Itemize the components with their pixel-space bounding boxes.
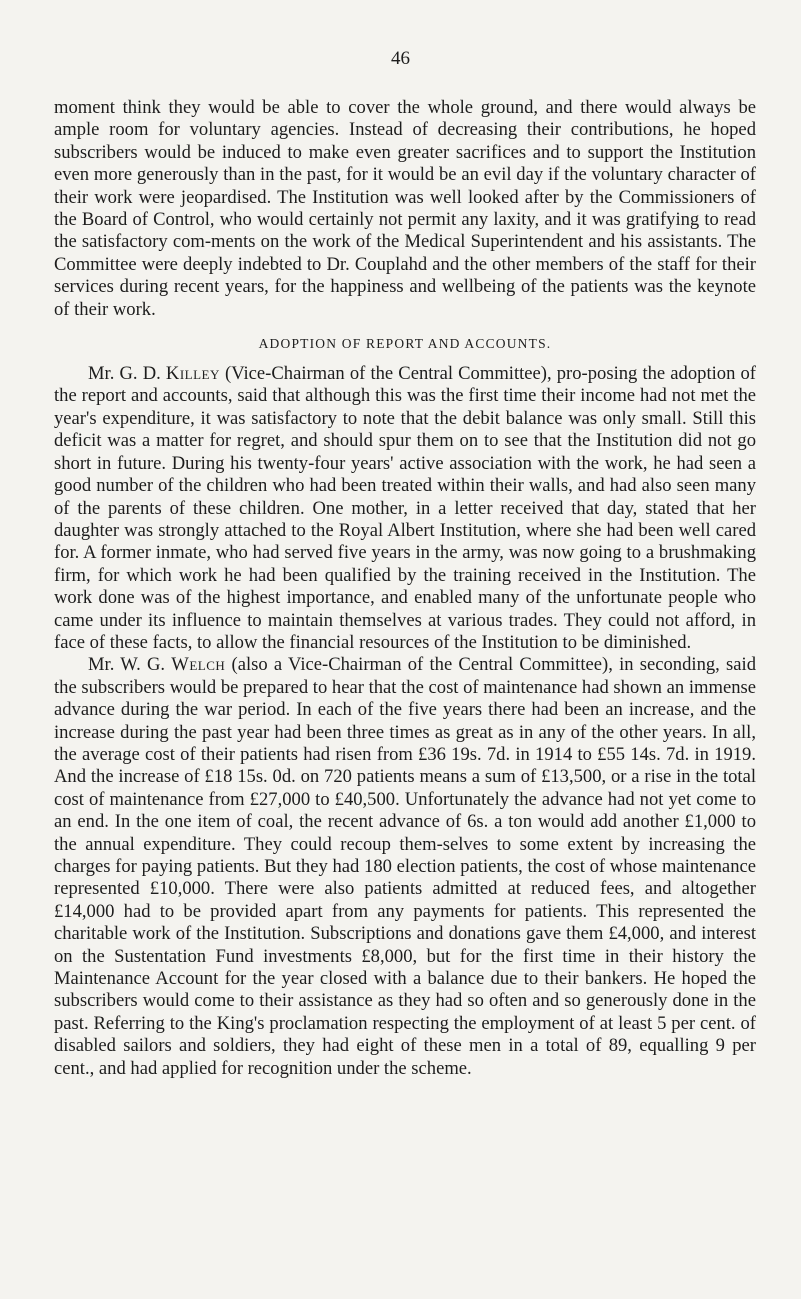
- speaker-name: Killey: [165, 363, 220, 385]
- page-number: 46: [391, 48, 410, 69]
- paragraph-continuation: moment think they would be able to cover the whole ground, and there would always be ample room for voluntary agencies. Instead of decreasing their contributions, he hoped subscribers would be induced to make even greater sacrifices and to support the Institution even more generously than in the past, for it would be an evil day if the voluntary character of their work were jeopardised. The Institution was well looked after by the Commissioners of the Board of Control, who would certainly not permit any laxity, and it was gratifying to read the satisfactory com-ments on the work of the Medical Superintendent and his assistants. The Committee were deeply indebted to Dr. Couplahd and the other members of the staff for their services during recent years, for the happiness and wellbeing of the patients was the keynote of their work.: [54, 97, 756, 320]
- speaker-prefix: Mr. G. D.: [88, 363, 166, 385]
- document-body: [54, 97, 756, 1080]
- speaker-name: Welch: [171, 654, 226, 676]
- speaker-prefix: Mr. W. G.: [88, 654, 172, 676]
- paragraph-text: (Vice-Chairman of the Central Committee), pro-posing the adoption of the report and accounts, said that although this was the first time their income had not met the year's expenditure, it was satisfactory to note that the debit balance was only small. Still this deficit was a matter for regret, and should spur them on to see that the Institution did not go short in future. During his twenty-four years' active association with the work, he had seen a good number of the children who had been treated within their walls, and had also seen many of the parents of these children. One mother, in a letter received that day, stated that her daughter was strongly attached to the Royal Albert Institution, where she had been well cared for. A former inmate, who had served five years in the army, was now going to a brushmaking firm, for which work he had been qualified by the training received in the Institution. The work done was of the highest importance, and enabled many of the unfortunate people who came under its influence to maintain themselves at various trades. They could not afford, in face of these facts, to allow the financial resources of the Institution to be diminished.: [54, 363, 756, 653]
- paragraph-text: (also a Vice-Chairman of the Central Committee), in seconding, said the subscribers would be prepared to hear that the cost of maintenance had shown an immense advance during the war period. In each of the five years there had been an increase, and the increase during the past year had been three times as great as in any of the other years. In all, the average cost of their patients had risen from £36 19s. 7d. in 1914 to £55 14s. 7d. in 1919. And the increase of £18 15s. 0d. on 720 patients means a sum of £13,500, or a rise in the total cost of maintenance from £27,000 to £40,500. Unfortunately the advance had not yet come to an end. In the one item of coal, the recent advance of 6s. a ton would add another £1,000 to the annual expenditure. They could recoup them-selves to some extent by increasing the charges for paying patients. But they had 180 election patients, the cost of whose maintenance represented £10,000. There were also patients admitted at reduced fees, and altogether £14,000 had to be provided apart from any payments for patients. This represented the charitable work of the Institution. Subscriptions and donations gave them £4,000, and interest on the Sustentation Fund investments £8,000, but for the first time in their history the Maintenance Account for the year closed with a balance due to their bankers. He hoped the subscribers would come to their assistance as they had so often and so generously done in the past. Referring to the King's proclamation respecting the employment of at least 5 per cent. of disabled sailors and soldiers, they had eight of these men in a total of 89, equalling 9 per cent., and had applied for recognition under the scheme.: [54, 654, 756, 1079]
- section-heading: ADOPTION OF REPORT AND ACCOUNTS.: [258, 336, 552, 352]
- paragraph-killey: [54, 363, 756, 654]
- paragraph-welch: [54, 654, 756, 1080]
